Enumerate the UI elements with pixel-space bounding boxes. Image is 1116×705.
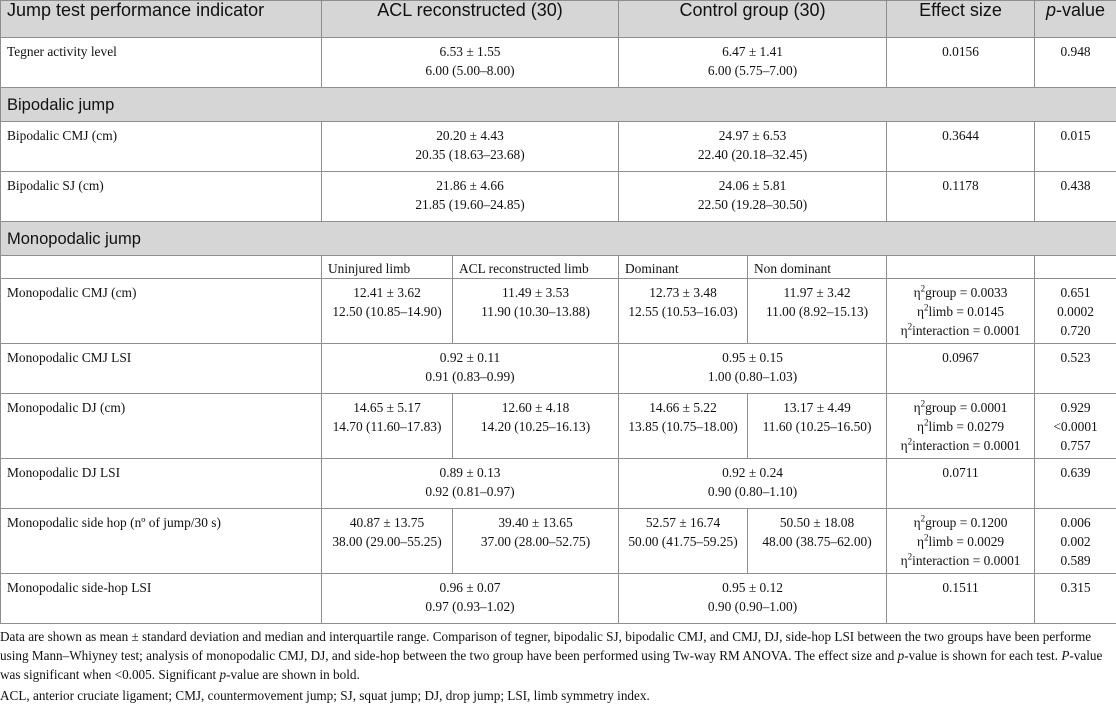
row-label: Monopodalic DJ (cm): [1, 394, 322, 459]
row-label: Monopodalic side hop (nº of jump/30 s): [1, 509, 322, 574]
table-row-bipodalic-cmj: [1, 122, 1116, 172]
p-value: 0.438: [1035, 172, 1116, 222]
effect-size-value: $\eta^2group = 0.1200$ $\eta^2\lim b = 0.0029$ $\eta^2interaction = 0.0001$: [887, 509, 1035, 574]
dominant-value: 12.73 ± 3.48 12.55 (10.53–16.03): [619, 279, 748, 344]
control-value: 24.97 ± 6.53 22.40 (20.18–32.45): [619, 122, 887, 172]
non-dominant-value: 11.97 ± 3.42 11.00 (8.92–15.13): [748, 279, 887, 344]
empty-cell: [887, 256, 1035, 279]
uninjured-value: 12.41 ± 3.62 12.50 (10.85–14.90): [322, 279, 453, 344]
effect-size-value: 0.0711: [887, 459, 1035, 509]
table-row-monopodalic-dj-lsi: [1, 459, 1116, 509]
p-value: 0.015: [1035, 122, 1116, 172]
row-label: Bipodalic CMJ (cm): [1, 122, 322, 172]
table-row-tegner: [1, 38, 1116, 88]
acl-limb-value: 11.49 ± 3.53 11.90 (10.30–13.88): [453, 279, 619, 344]
header-effect-size: Effect size: [887, 1, 1035, 38]
row-label: Monopodalic CMJ (cm): [1, 279, 322, 344]
effect-size-value: $\eta^2group = 0.0033$ $\eta^2\lim b = 0.0145$ $\eta^2interaction = 0.0001$: [887, 279, 1035, 344]
p-value: 0.948: [1035, 38, 1116, 88]
acl-value: 20.20 ± 4.43 20.35 (18.63–23.68): [322, 122, 619, 172]
subheader-acl-limb: ACL reconstructed limb: [453, 256, 619, 279]
header-row: [1, 1, 1116, 38]
table-row-bipodalic-sj: [1, 172, 1116, 222]
acl-limb-value: 39.40 ± 13.65 37.00 (28.00–52.75): [453, 509, 619, 574]
header-control: Control group (30): [619, 1, 887, 38]
table-footnotes: [0, 627, 1112, 705]
uninjured-value: 14.65 ± 5.17 14.70 (11.60–17.83): [322, 394, 453, 459]
table-row-monopodalic-side-hop-lsi: [1, 574, 1116, 624]
section-title: Bipodalic jump: [1, 88, 1116, 122]
p-value: 0.639: [1035, 459, 1116, 509]
p-value: 0.315: [1035, 574, 1116, 624]
subheader-non-dominant: Non dominant: [748, 256, 887, 279]
acl-limb-value: 12.60 ± 4.18 14.20 (10.25–16.13): [453, 394, 619, 459]
acl-value: 0.89 ± 0.13 0.92 (0.81–0.97): [322, 459, 619, 509]
control-value: 6.47 ± 1.41 6.00 (5.75–7.00): [619, 38, 887, 88]
control-value: 0.92 ± 0.24 0.90 (0.80–1.10): [619, 459, 887, 509]
effect-size-value: 0.1511: [887, 574, 1035, 624]
subheader-uninjured: Uninjured limb: [322, 256, 453, 279]
header-acl: ACL reconstructed (30): [322, 1, 619, 38]
effect-size-value: 0.0156: [887, 38, 1035, 88]
empty-cell: [1, 256, 322, 279]
non-dominant-value: 13.17 ± 4.49 11.60 (10.25–16.50): [748, 394, 887, 459]
table-row-monopodalic-cmj: [1, 279, 1116, 344]
header-indicator: Jump test performance indicator: [1, 1, 322, 38]
p-value: 0.929 <0.0001 0.757: [1035, 394, 1116, 459]
uninjured-value: 40.87 ± 13.75 38.00 (29.00–55.25): [322, 509, 453, 574]
dominant-value: 14.66 ± 5.22 13.85 (10.75–18.00): [619, 394, 748, 459]
dominant-value: 52.57 ± 16.74 50.00 (41.75–59.25): [619, 509, 748, 574]
row-label: Monopodalic side-hop LSI: [1, 574, 322, 624]
acl-value: 0.96 ± 0.07 0.97 (0.93–1.02): [322, 574, 619, 624]
acl-value: 21.86 ± 4.66 21.85 (19.60–24.85): [322, 172, 619, 222]
p-value: 0.523: [1035, 344, 1116, 394]
control-value: 24.06 ± 5.81 22.50 (19.28–30.50): [619, 172, 887, 222]
effect-size-value: 0.1178: [887, 172, 1035, 222]
effect-size-value: 0.3644: [887, 122, 1035, 172]
row-label: Monopodalic CMJ LSI: [1, 344, 322, 394]
control-value: 0.95 ± 0.15 1.00 (0.80–1.03): [619, 344, 887, 394]
subheader-dominant: Dominant: [619, 256, 748, 279]
row-label: Bipodalic SJ (cm): [1, 172, 322, 222]
non-dominant-value: 50.50 ± 18.08 48.00 (38.75–62.00): [748, 509, 887, 574]
effect-size-value: 0.0967: [887, 344, 1035, 394]
footnote-abbreviations: ACL, anterior cruciate ligament; CMJ, countermovement jump; SJ, squat jump; DJ, drop jump; LSI, limb symmetry index.: [0, 686, 1112, 705]
table-row-monopodalic-side-hop: [1, 509, 1116, 574]
row-label: Monopodalic DJ LSI: [1, 459, 322, 509]
section-monopodalic: [1, 222, 1116, 256]
table-row-subheader: [1, 256, 1116, 279]
acl-value: 0.92 ± 0.11 0.91 (0.83–0.99): [322, 344, 619, 394]
p-value: 0.651 0.0002 0.720: [1035, 279, 1116, 344]
empty-cell: [1035, 256, 1116, 279]
header-p-value: p-value: [1035, 1, 1116, 38]
effect-size-value: $\eta^2group = 0.0001$ $\eta^2\lim b = 0.0279$ $\eta^2interaction = 0.0001$: [887, 394, 1035, 459]
section-title: Monopodalic jump: [1, 222, 1116, 256]
row-label: Tegner activity level: [1, 38, 322, 88]
table-row-monopodalic-cmj-lsi: [1, 344, 1116, 394]
p-value: 0.006 0.002 0.589: [1035, 509, 1116, 574]
acl-value: 6.53 ± 1.55 6.00 (5.00–8.00): [322, 38, 619, 88]
table-row-monopodalic-dj: [1, 394, 1116, 459]
section-bipodalic: [1, 88, 1116, 122]
control-value: 0.95 ± 0.12 0.90 (0.90–1.00): [619, 574, 887, 624]
footnote-data-description: Data are shown as mean ± standard deviation and median and interquartile range. Comparison of tegner, bipodalic SJ, bipodalic CMJ, and CMJ, DJ, side-hop LSI between the two groups have been performe using Mann–Whiyney test; analysis of monopodalic CMJ, DJ, and side-hop between the two group have been performed using Tw-way RM ANOVA. The effect size and p-value is shown for each test. P-value was significant when <0.005. Significant p-value are shown in bold.: [0, 627, 1112, 684]
